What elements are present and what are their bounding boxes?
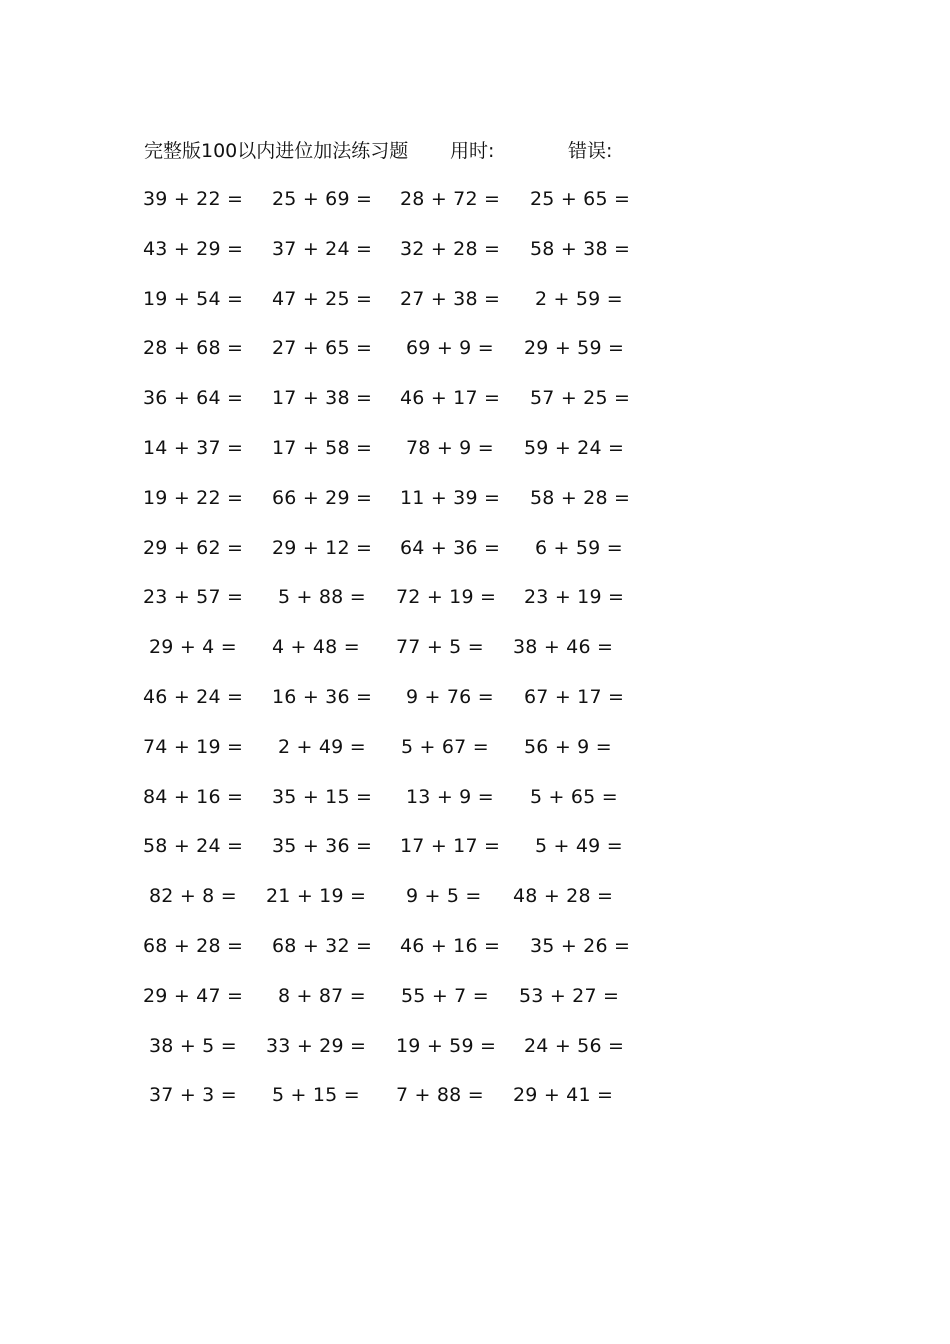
problem-row bbox=[0, 433, 950, 463]
addition-problem: 69 + 9 = bbox=[406, 337, 494, 360]
addition-problem: 77 + 5 = bbox=[396, 636, 484, 659]
addition-problem: 29 + 12 = bbox=[272, 536, 373, 559]
addition-problem: 21 + 19 = bbox=[266, 885, 367, 908]
problem-row bbox=[0, 1031, 950, 1061]
addition-problem: 27 + 38 = bbox=[400, 287, 501, 310]
addition-problem: 25 + 69 = bbox=[272, 188, 373, 210]
addition-problem: 43 + 29 = bbox=[143, 237, 244, 260]
addition-problem: 38 + 5 = bbox=[149, 1034, 237, 1057]
addition-problem: 5 + 65 = bbox=[530, 785, 618, 808]
addition-problem: 5 + 49 = bbox=[535, 835, 623, 858]
problem-row bbox=[0, 831, 950, 861]
addition-problem: 72 + 19 = bbox=[396, 586, 497, 609]
addition-problem: 23 + 57 = bbox=[143, 586, 244, 609]
addition-problem: 27 + 65 = bbox=[272, 337, 373, 360]
addition-problem: 68 + 28 = bbox=[143, 935, 244, 957]
addition-problem: 29 + 4 = bbox=[149, 636, 237, 659]
addition-problem: 46 + 24 = bbox=[143, 686, 244, 708]
addition-problem: 9 + 5 = bbox=[406, 885, 482, 908]
addition-problem: 47 + 25 = bbox=[272, 287, 373, 310]
addition-problem: 57 + 25 = bbox=[530, 387, 631, 410]
problem-row bbox=[0, 682, 950, 712]
problem-row bbox=[0, 582, 950, 612]
addition-problem: 35 + 36 = bbox=[272, 835, 373, 858]
addition-problem: 29 + 47 = bbox=[143, 984, 244, 1007]
time-used-label: 用时: bbox=[450, 140, 495, 162]
addition-problem: 19 + 59 = bbox=[396, 1034, 497, 1057]
worksheet-title: 完整版100以内进位加法练习题 bbox=[144, 140, 409, 162]
addition-problem: 64 + 36 = bbox=[400, 536, 501, 559]
addition-problem: 29 + 41 = bbox=[513, 1084, 614, 1107]
addition-problem: 9 + 76 = bbox=[406, 686, 494, 708]
addition-problem: 5 + 67 = bbox=[401, 735, 489, 758]
addition-problem: 2 + 59 = bbox=[535, 287, 623, 310]
addition-problem: 4 + 48 = bbox=[272, 636, 360, 659]
addition-problem: 28 + 72 = bbox=[400, 188, 501, 210]
addition-problem: 56 + 9 = bbox=[524, 735, 612, 758]
addition-problem: 29 + 62 = bbox=[143, 536, 244, 559]
addition-problem: 53 + 27 = bbox=[519, 984, 620, 1007]
addition-problem: 19 + 22 = bbox=[143, 486, 244, 509]
addition-problem: 66 + 29 = bbox=[272, 486, 373, 509]
addition-problem: 39 + 22 = bbox=[143, 188, 244, 210]
addition-problem: 38 + 46 = bbox=[513, 636, 614, 659]
addition-problem: 37 + 24 = bbox=[272, 237, 373, 260]
problem-row bbox=[0, 284, 950, 314]
addition-problem: 14 + 37 = bbox=[143, 437, 244, 459]
addition-problem: 2 + 49 = bbox=[278, 735, 366, 758]
problem-row bbox=[0, 184, 950, 214]
problem-row bbox=[0, 732, 950, 762]
problem-row bbox=[0, 234, 950, 264]
addition-problem: 16 + 36 = bbox=[272, 686, 373, 708]
problem-row bbox=[0, 333, 950, 363]
addition-problem: 55 + 7 = bbox=[401, 984, 489, 1007]
addition-problem: 35 + 15 = bbox=[272, 785, 373, 808]
problem-row bbox=[0, 782, 950, 812]
addition-problem: 8 + 87 = bbox=[278, 984, 366, 1007]
errors-label: 错误: bbox=[568, 140, 613, 162]
problem-row bbox=[0, 383, 950, 413]
addition-problem: 37 + 3 = bbox=[149, 1084, 237, 1107]
problem-row bbox=[0, 931, 950, 961]
addition-problem: 17 + 17 = bbox=[400, 835, 501, 858]
addition-problem: 32 + 28 = bbox=[400, 237, 501, 260]
problem-row bbox=[0, 632, 950, 662]
addition-problem: 25 + 65 = bbox=[530, 188, 631, 210]
addition-problem: 84 + 16 = bbox=[143, 785, 244, 808]
addition-problem: 11 + 39 = bbox=[400, 486, 501, 509]
addition-problem: 58 + 28 = bbox=[530, 486, 631, 509]
problem-row bbox=[0, 881, 950, 911]
problem-row bbox=[0, 1080, 950, 1110]
addition-problem: 46 + 17 = bbox=[400, 387, 501, 410]
addition-problem: 67 + 17 = bbox=[524, 686, 625, 708]
addition-problem: 68 + 32 = bbox=[272, 935, 373, 957]
problem-row bbox=[0, 483, 950, 513]
addition-problem: 58 + 38 = bbox=[530, 237, 631, 260]
addition-problem: 17 + 58 = bbox=[272, 437, 373, 459]
addition-problem: 36 + 64 = bbox=[143, 387, 244, 410]
addition-problem: 33 + 29 = bbox=[266, 1034, 367, 1057]
addition-problem: 74 + 19 = bbox=[143, 735, 244, 758]
addition-problem: 6 + 59 = bbox=[535, 536, 623, 559]
addition-problem: 17 + 38 = bbox=[272, 387, 373, 410]
problem-row bbox=[0, 981, 950, 1011]
addition-problem: 23 + 19 = bbox=[524, 586, 625, 609]
addition-problem: 5 + 88 = bbox=[278, 586, 366, 609]
addition-problem: 82 + 8 = bbox=[149, 885, 237, 908]
addition-problem: 5 + 15 = bbox=[272, 1084, 360, 1107]
addition-problem: 7 + 88 = bbox=[396, 1084, 484, 1107]
addition-problem: 13 + 9 = bbox=[406, 785, 494, 808]
addition-problem: 59 + 24 = bbox=[524, 437, 625, 459]
addition-problem: 46 + 16 = bbox=[400, 935, 501, 957]
addition-problem: 78 + 9 = bbox=[406, 437, 494, 459]
addition-problem: 48 + 28 = bbox=[513, 885, 614, 908]
addition-problem: 19 + 54 = bbox=[143, 287, 244, 310]
addition-problem: 28 + 68 = bbox=[143, 337, 244, 360]
addition-problem: 24 + 56 = bbox=[524, 1034, 625, 1057]
addition-problem: 29 + 59 = bbox=[524, 337, 625, 360]
addition-problem: 58 + 24 = bbox=[143, 835, 244, 858]
problem-row bbox=[0, 533, 950, 563]
addition-problem: 35 + 26 = bbox=[530, 935, 631, 957]
